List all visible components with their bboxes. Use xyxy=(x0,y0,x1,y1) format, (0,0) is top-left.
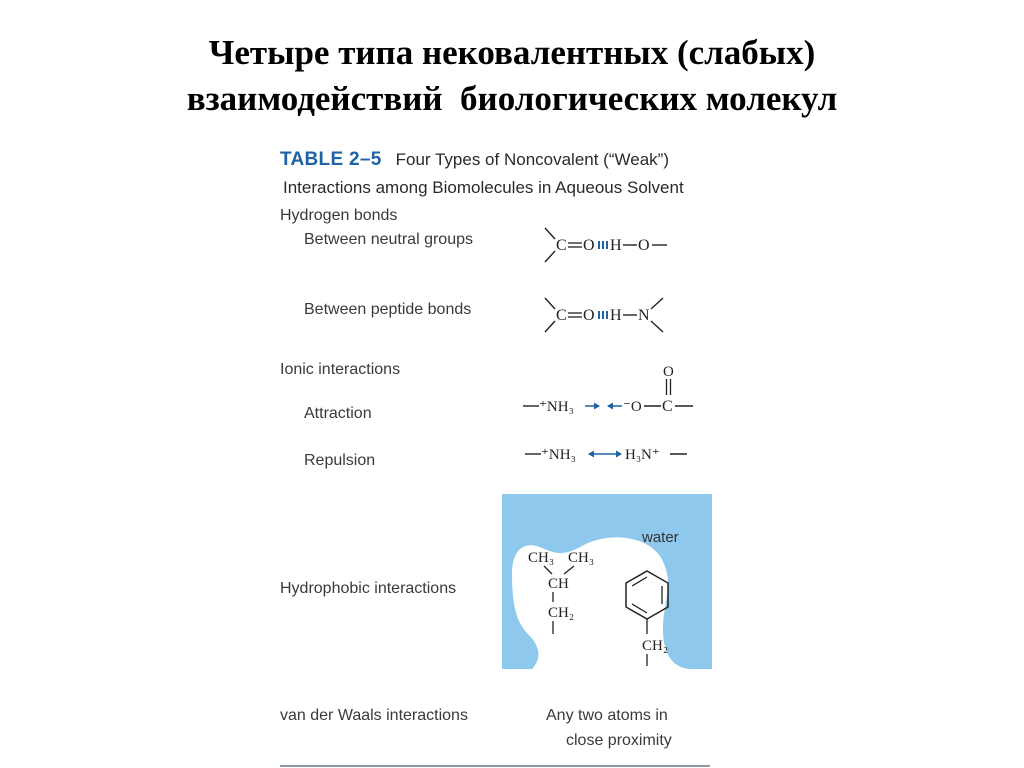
water-label: water xyxy=(642,529,679,546)
c-atom: C xyxy=(662,398,673,415)
c-atom: C xyxy=(556,307,567,324)
o-atom: O xyxy=(583,237,595,254)
row-neutral-groups: Between neutral groups xyxy=(304,231,473,248)
table-header xyxy=(280,149,669,171)
ionic-repulsion-structure xyxy=(517,441,707,467)
o-atom: O xyxy=(583,307,595,324)
h-atom: H xyxy=(610,307,622,324)
ch-group: CH xyxy=(548,576,569,592)
slide-title xyxy=(0,30,1024,122)
vdw-desc-line1: Any two atoms in xyxy=(546,707,668,724)
benzyl-group xyxy=(626,571,668,666)
table-bottom-rule xyxy=(280,765,710,767)
isobutyl-group xyxy=(528,550,594,634)
o-atom: O xyxy=(663,364,674,380)
row-attraction: Attraction xyxy=(304,405,372,422)
table-number: TABLE 2–5 xyxy=(280,149,382,170)
hydrogen-bond-dashes xyxy=(598,241,608,249)
row-hydrophobic: Hydrophobic interactions xyxy=(280,580,457,597)
table-figure xyxy=(277,145,717,768)
water-area xyxy=(502,494,712,669)
slide-title-line1: Четыре типа нековалентных (слабых) xyxy=(208,33,816,72)
carboxylate-oxygen: ⁻O xyxy=(623,399,642,415)
h-bond-peptide-structure xyxy=(539,295,689,335)
h-bond-neutral-structure xyxy=(539,225,689,265)
c-atom: C xyxy=(556,237,567,254)
ammonium-group: ⁺NH₃ xyxy=(539,399,574,415)
hydrogen-bond-dashes xyxy=(598,311,608,319)
ammonium-group-right: H₃N⁺ xyxy=(625,447,660,463)
hydrophobic-water-diagram xyxy=(502,494,712,669)
table-caption-line1: Four Types of Noncovalent (“Weak”) xyxy=(395,150,669,169)
attraction-arrows xyxy=(585,403,622,410)
h-atom: H xyxy=(610,237,622,254)
row-van-der-waals: van der Waals interactions xyxy=(280,707,468,724)
slide-title-line2: взаимодействий биологических молекул xyxy=(186,79,838,118)
ch2-group: CH₂ xyxy=(548,605,575,621)
ch3-left: CH₃ xyxy=(528,550,555,566)
o-atom: O xyxy=(638,237,650,254)
table-caption-line2: Interactions among Biomolecules in Aqueous Solvent xyxy=(283,178,684,197)
vdw-desc-line2: close proximity xyxy=(566,732,672,749)
repulsion-arrow xyxy=(588,451,622,458)
ammonium-group: ⁺NH₃ xyxy=(541,447,576,463)
ch3-right: CH₃ xyxy=(568,550,595,566)
row-ionic-interactions: Ionic interactions xyxy=(280,361,401,378)
ch2-benzyl: CH₂ xyxy=(642,638,669,654)
row-hydrogen-bonds: Hydrogen bonds xyxy=(280,207,398,224)
row-peptide-bonds: Between peptide bonds xyxy=(304,301,472,318)
row-repulsion: Repulsion xyxy=(304,452,376,469)
n-atom: N xyxy=(638,307,650,324)
ionic-attraction-structure xyxy=(517,363,707,423)
